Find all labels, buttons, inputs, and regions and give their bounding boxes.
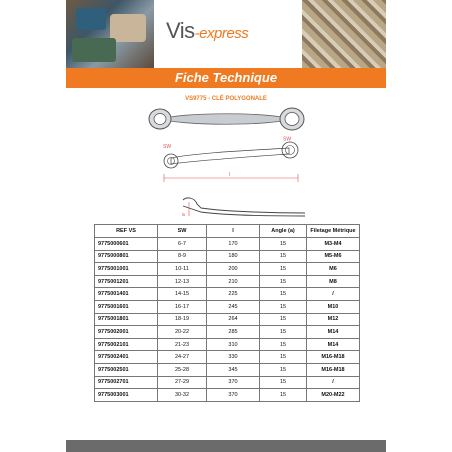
cell-angle: 15: [260, 363, 307, 376]
table-row: [95, 288, 360, 301]
cell-length: 330: [207, 351, 260, 364]
cell-sw: 12-13: [158, 275, 207, 288]
cell-length: 345: [207, 363, 260, 376]
cell-sw: 10-11: [158, 263, 207, 276]
table-row: [95, 275, 360, 288]
cell-thread: M14: [307, 326, 360, 339]
wrench-top-diagram: [161, 136, 301, 184]
table-row: [95, 363, 360, 376]
table-row: [95, 326, 360, 339]
brand-name: Vis: [166, 18, 195, 43]
product-title: VS9775 - CLÉ POLYGONALE: [185, 96, 267, 102]
cell-ref: 9775003001: [95, 389, 158, 402]
cell-ref: 9775002001: [95, 326, 158, 339]
cell-sw: 14-15: [158, 288, 207, 301]
cell-thread: M16-M18: [307, 351, 360, 364]
cell-angle: 15: [260, 389, 307, 402]
cell-thread: /: [307, 376, 360, 389]
cell-ref: 9775000801: [95, 250, 158, 263]
banner-title: Fiche Technique: [174, 70, 278, 85]
cell-sw: 18-19: [158, 313, 207, 326]
cell-angle: 15: [260, 238, 307, 251]
cell-angle: 15: [260, 288, 307, 301]
cell-length: 264: [207, 313, 260, 326]
cell-length: 210: [207, 275, 260, 288]
cell-thread: /: [307, 288, 360, 301]
cell-sw: 25-28: [158, 363, 207, 376]
cell-thread: M3-M4: [307, 238, 360, 251]
table-row: [95, 313, 360, 326]
cell-sw: 8-9: [158, 250, 207, 263]
footer-bar: [66, 440, 386, 452]
cell-thread: M6: [307, 263, 360, 276]
brand-logo: [166, 18, 248, 44]
cell-ref: 9775000601: [95, 238, 158, 251]
cell-thread: M12: [307, 313, 360, 326]
header-thread: Filetage Métrique: [307, 225, 360, 238]
cell-sw: 21-23: [158, 338, 207, 351]
cell-thread: M16-M18: [307, 363, 360, 376]
cell-length: 370: [207, 376, 260, 389]
cell-sw: 30-32: [158, 389, 207, 402]
table-header-row: [95, 225, 360, 238]
cell-ref: 9775002501: [95, 363, 158, 376]
cell-ref: 9775002101: [95, 338, 158, 351]
table-row: [95, 351, 360, 364]
spec-table-body: [95, 238, 360, 402]
cell-length: 180: [207, 250, 260, 263]
table-row: [95, 376, 360, 389]
header-length: l: [207, 225, 260, 238]
cell-sw: 24-27: [158, 351, 207, 364]
cell-angle: 15: [260, 338, 307, 351]
cell-thread: M14: [307, 338, 360, 351]
cell-angle: 15: [260, 263, 307, 276]
cell-angle: 15: [260, 275, 307, 288]
table-row: [95, 300, 360, 313]
cell-thread: M20-M22: [307, 389, 360, 402]
cell-angle: 15: [260, 300, 307, 313]
cell-thread: M10: [307, 300, 360, 313]
cell-length: 310: [207, 338, 260, 351]
label-sw-left: SW: [163, 144, 172, 150]
cell-ref: 9775001401: [95, 288, 158, 301]
cell-angle: 15: [260, 326, 307, 339]
cell-ref: 9775002701: [95, 376, 158, 389]
cell-thread: M5-M6: [307, 250, 360, 263]
cell-angle: 15: [260, 250, 307, 263]
wrench-photo: [146, 104, 306, 134]
label-length: l: [229, 172, 231, 178]
cell-sw: 20-22: [158, 326, 207, 339]
cell-sw: 16-17: [158, 300, 207, 313]
cell-angle: 15: [260, 313, 307, 326]
spec-table: [94, 224, 360, 402]
cell-length: 225: [207, 288, 260, 301]
table-row: [95, 250, 360, 263]
table-row: [95, 263, 360, 276]
cell-length: 170: [207, 238, 260, 251]
cell-length: 285: [207, 326, 260, 339]
header-photo-tools: [66, 0, 154, 68]
table-row: [95, 238, 360, 251]
cell-length: 245: [207, 300, 260, 313]
cell-ref: 9775001801: [95, 313, 158, 326]
cell-angle: 15: [260, 351, 307, 364]
label-sw-right: SW: [283, 136, 292, 143]
cell-length: 200: [207, 263, 260, 276]
brand-suffix: -express: [194, 25, 249, 42]
cell-ref: 9775001201: [95, 275, 158, 288]
header-ref: REF VS: [95, 225, 158, 238]
cell-length: 370: [207, 389, 260, 402]
cell-ref: 9775001001: [95, 263, 158, 276]
header: [66, 0, 386, 68]
header-photo-screws: [302, 0, 386, 68]
wrench-side-diagram: [179, 194, 309, 220]
cell-sw: 6-7: [158, 238, 207, 251]
table-row: [95, 389, 360, 402]
cell-ref: 9775001601: [95, 300, 158, 313]
header-angle: Angle (a): [260, 225, 307, 238]
cell-sw: 27-29: [158, 376, 207, 389]
table-row: [95, 338, 360, 351]
label-angle: a: [182, 212, 185, 218]
datasheet-page: [66, 0, 386, 452]
cell-ref: 9775002401: [95, 351, 158, 364]
cell-thread: M8: [307, 275, 360, 288]
cell-angle: 15: [260, 376, 307, 389]
header-sw: SW: [158, 225, 207, 238]
